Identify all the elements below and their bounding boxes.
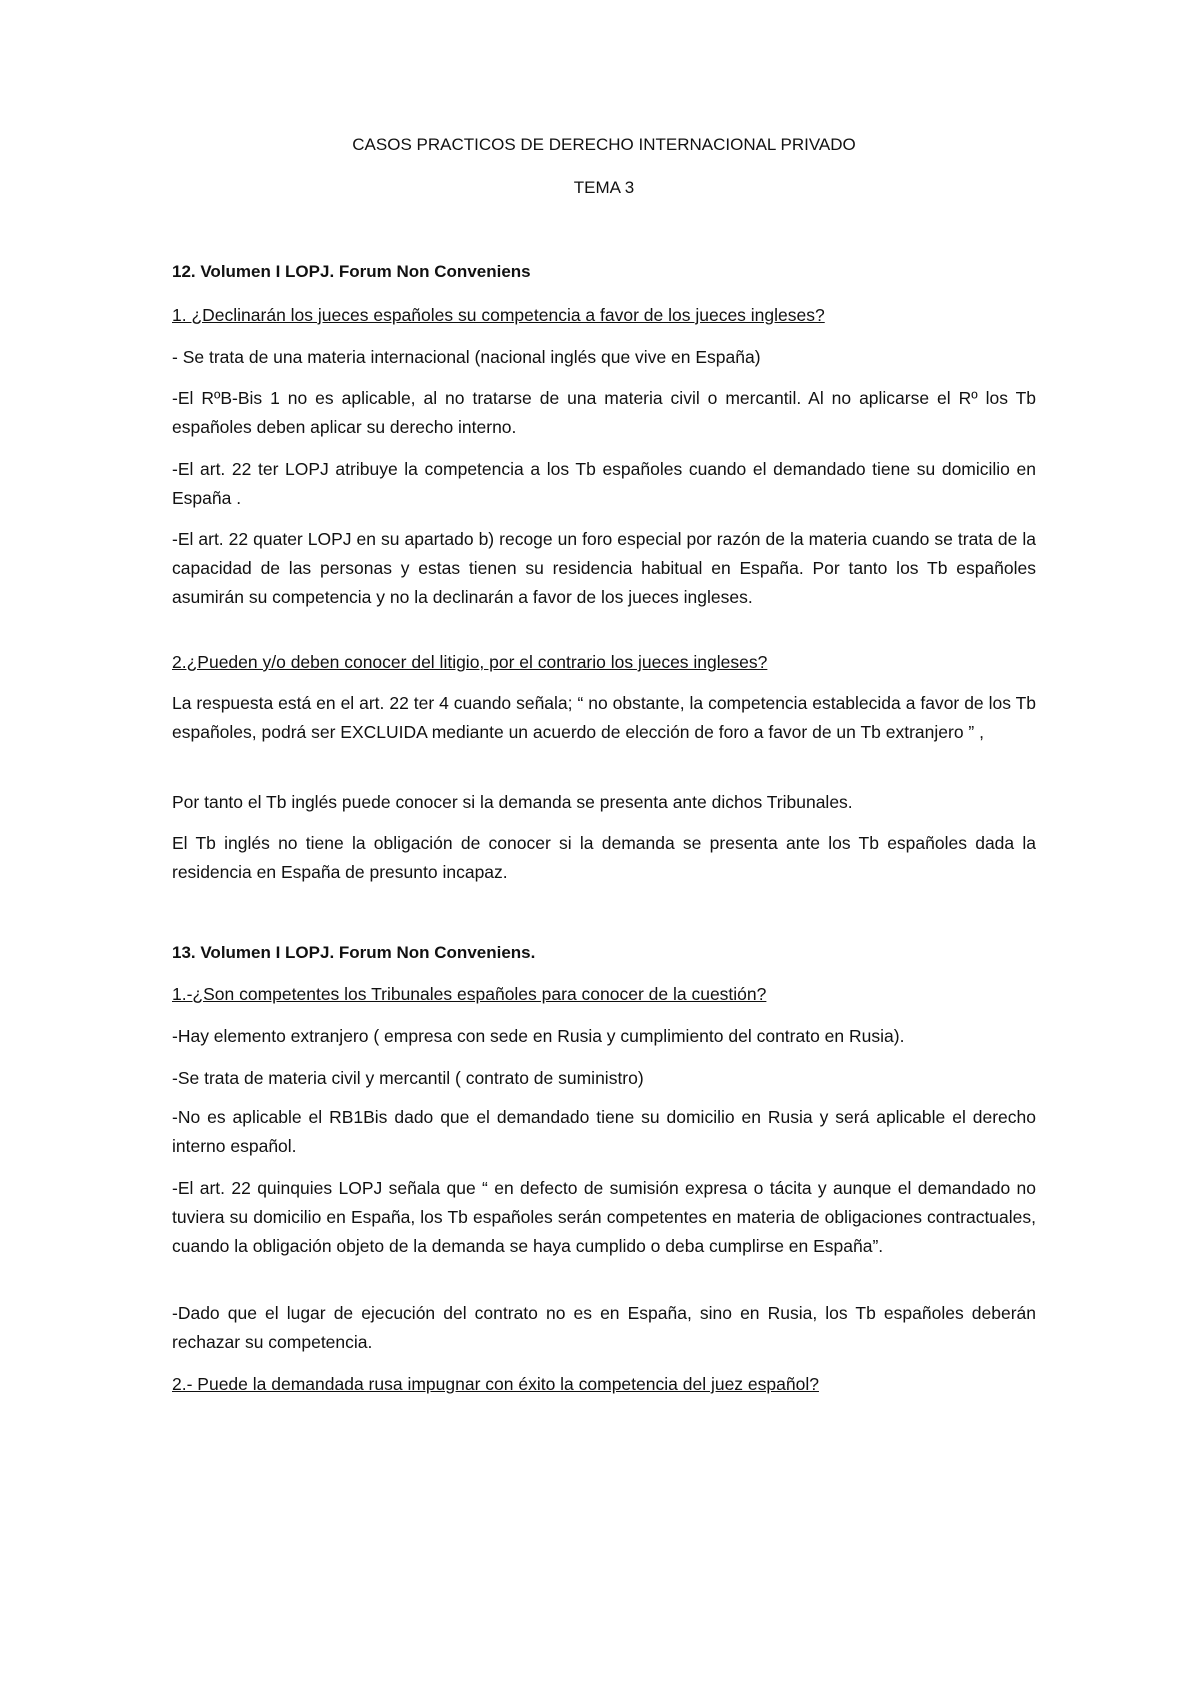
case-13-paragraph: -Dado que el lugar de ejecución del contrato no es en España, sino en Rusia, los Tb españoles deberán rechazar su competencia. (172, 1303, 1036, 1352)
case-13-heading: 13. Volumen I LOPJ. Forum Non Conveniens. (172, 943, 536, 962)
case-13-paragraph: -Se trata de materia civil y mercantil ( contrato de suministro) (172, 1068, 644, 1088)
case-13-paragraph: -El art. 22 quinquies LOPJ señala que “ en defecto de sumisión expresa o tácita y aunque el demandado no tuviera su domicilio en España, los Tb españoles serán competentes en materia de obligaciones contractuales, cuando la obligación objeto de la demanda se haya cumplido o deba cumplirse en España”. (172, 1178, 1036, 1256)
case-13-paragraph: -No es aplicable el RB1Bis dado que el demandado tiene su domicilio en Rusia y será aplicable el derecho interno español. (172, 1107, 1036, 1156)
document-subtitle: TEMA 3 (573, 178, 635, 197)
case-12-paragraph: Por tanto el Tb inglés puede conocer si la demanda se presenta ante dichos Tribunales. (172, 792, 853, 812)
document-title: CASOS PRACTICOS DE DERECHO INTERNACIONAL PRIVADO (352, 135, 856, 154)
case-12-paragraph: - Se trata de una materia internacional (nacional inglés que vive en España) (172, 347, 761, 367)
case-12-paragraph: El Tb inglés no tiene la obligación de conocer si la demanda se presenta ante los Tb españoles dada la residencia en España de presunto incapaz. (172, 833, 1036, 882)
case-12-paragraph: -El art. 22 quater LOPJ en su apartado b) recoge un foro especial por razón de la materia cuando se trata de la capacidad de las personas y estas tienen su residencia habitual en España. Por tanto los Tb españoles asumirán su competencia y no la declinarán a favor de los jueces ingleses. (172, 529, 1036, 607)
case-13-paragraph: -Hay elemento extranjero ( empresa con sede en Rusia y cumplimiento del contrato en Rusia). (172, 1026, 905, 1046)
case-13-question-2: 2.- Puede la demandada rusa impugnar con éxito la competencia del juez español? (172, 1374, 819, 1394)
case-12-heading: 12. Volumen I LOPJ. Forum Non Conveniens (172, 262, 531, 281)
case-12-paragraph: -El art. 22 ter LOPJ atribuye la competencia a los Tb españoles cuando el demandado tiene su domicilio en España . (172, 459, 1036, 508)
case-12-paragraph: -El RºB-Bis 1 no es aplicable, al no tratarse de una materia civil o mercantil. Al no aplicarse el Rº los Tb españoles deben aplicar su derecho interno. (172, 388, 1036, 437)
case-12-paragraph: La respuesta está en el art. 22 ter 4 cuando señala; “ no obstante, la competencia establecida a favor de los Tb españoles, podrá ser EXCLUIDA mediante un acuerdo de elección de foro a favor de un Tb extranjero ” , (172, 693, 1036, 742)
case-13-question-1: 1.-¿Son competentes los Tribunales españoles para conocer de la cuestión? (172, 984, 767, 1004)
case-12-question-1: 1. ¿Declinarán los jueces españoles su competencia a favor de los jueces ingleses? (172, 305, 825, 325)
document-page (172, 0, 1036, 1698)
case-12-question-2: 2.¿Pueden y/o deben conocer del litigio, por el contrario los jueces ingleses? (172, 652, 768, 672)
